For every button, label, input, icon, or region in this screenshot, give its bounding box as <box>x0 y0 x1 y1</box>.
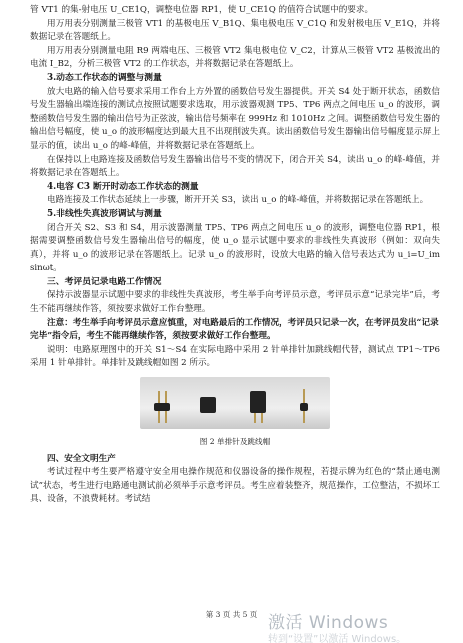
activation-watermark-subtext: 转到“设置”以激活 Windows。 <box>268 634 407 643</box>
page-footer: 第 3 页 共 5 页 <box>205 610 258 619</box>
section-heading: 3.动态工作状态的调整与测量 <box>47 72 162 83</box>
paragraph: 电路连接及工作状态延续上一步骤，断开开关 S3，读出 u_o 的峰-峰值，并将数据记录在答题纸上。 <box>47 195 429 206</box>
paragraph: 保持示波器显示试题中要求的非线性失真波形，考生举手向考评员示意，考评员示意“记录完毕”后，考生不能再继续作答，须按要求做好工作台整理。 <box>30 290 440 315</box>
paragraph: 管 VT1 的集-射电压 U_CE1Q，调整电位器 RP1，使 U_CE1Q 的值符合试题中的要求。 <box>30 5 374 15</box>
activation-watermark: 激活 Windows <box>268 613 389 633</box>
paragraph: 在保持以上电路连接及函数信号发生器输出信号不变的情况下，闭合开关 S4，读出 u_o 的峰-峰值，并将数据记录在答题纸上。 <box>30 154 440 179</box>
figure-pin-headers <box>30 377 440 429</box>
pin-header-photo <box>140 377 330 429</box>
figure-caption: 图 2 单排针及跳线帽 <box>199 437 271 447</box>
paragraph: 说明：电路原理图中的开关 S1～S4 在实际电路中采用 2 针单排针加跳线帽代替，测试点 TP1～TP6 采用 1 针单排针。单排针及跳线帽如图 2 所示。 <box>30 344 440 369</box>
warning-note: 注意：考生举手向考评员示意应慎重，对电路最后的工作情况，考评员只记录一次，在考评员发出“记录完毕”指令后，考生不能再继续作答，须按要求做好工作台整理。 <box>30 317 439 342</box>
paragraph: 用万用表分别测量三极管 VT1 的基极电压 V_B1Q、集电极电压 V_C1Q 和发射极电压 V_E1Q，并将数据记录在答题纸上。 <box>30 18 440 43</box>
section-heading: 4.电容 C3 断开时动态工作状态的测量 <box>47 181 199 192</box>
section-heading: 5.非线性失真波形调试与测量 <box>47 208 162 219</box>
paragraph: 用万用表分别测量电阻 R9 两端电压、三极管 VT2 集电极电位 V_C2，计算从三极管 VT2 基极流出的电流 I_B2，分析三极管 VT2 的工作状态，并将数据记录在答题纸上。 <box>30 45 440 70</box>
document-body <box>30 4 440 507</box>
part-heading: 三、考评员记录电路工作情况 <box>47 276 162 287</box>
paragraph: 闭合开关 S2、S3 和 S4，用示波器测量 TP5、TP6 两点之间电压 u_o 的波形，调整电位器 RP1，根据需要调整函数信号发生器输出信号的幅度，使 u_o 显示试题中要求的非线性失真波形（例如：双向失真），并将 u_o 的波形记录在答题纸上。记录 u_o 的波形时，设放大电路的输入信号表达式为 u_i=U_im sinωt。 <box>30 222 440 274</box>
paragraph: 考试过程中考生要严格遵守安全用电操作规范和仪器设备的操作规程，若提示牌为红色的“禁止通电测试”状态，考生进行电路通电测试前必须举手示意考评员。考生应着装整齐，规范操作，工位整洁，不损坏工具、设备，不浪费耗材。考试结 <box>30 467 440 505</box>
part-heading: 四、安全文明生产 <box>47 453 116 464</box>
paragraph: 放大电路的输入信号要求采用工作台上方外置的函数信号发生器提供。开关 S4 处于断开状态，函数信号发生器输出端连接的测试点按照试题要求选取，用示波器观测 TP5、TP6 两点之间电压 u_o 的波形，调整函数信号发生器的输出信号为正弦波，输出信号频率在 999Hz 和 1010Hz 之间。调整函数信号发生器的输出信号幅度，使 u_o 的波形幅度达到最大且不出现削波失真。读出函数信号发生器输出信号幅度显示屏上显示的值，读出 u_o 的峰-峰值，并将数据记录在答题纸上。 <box>30 86 440 151</box>
